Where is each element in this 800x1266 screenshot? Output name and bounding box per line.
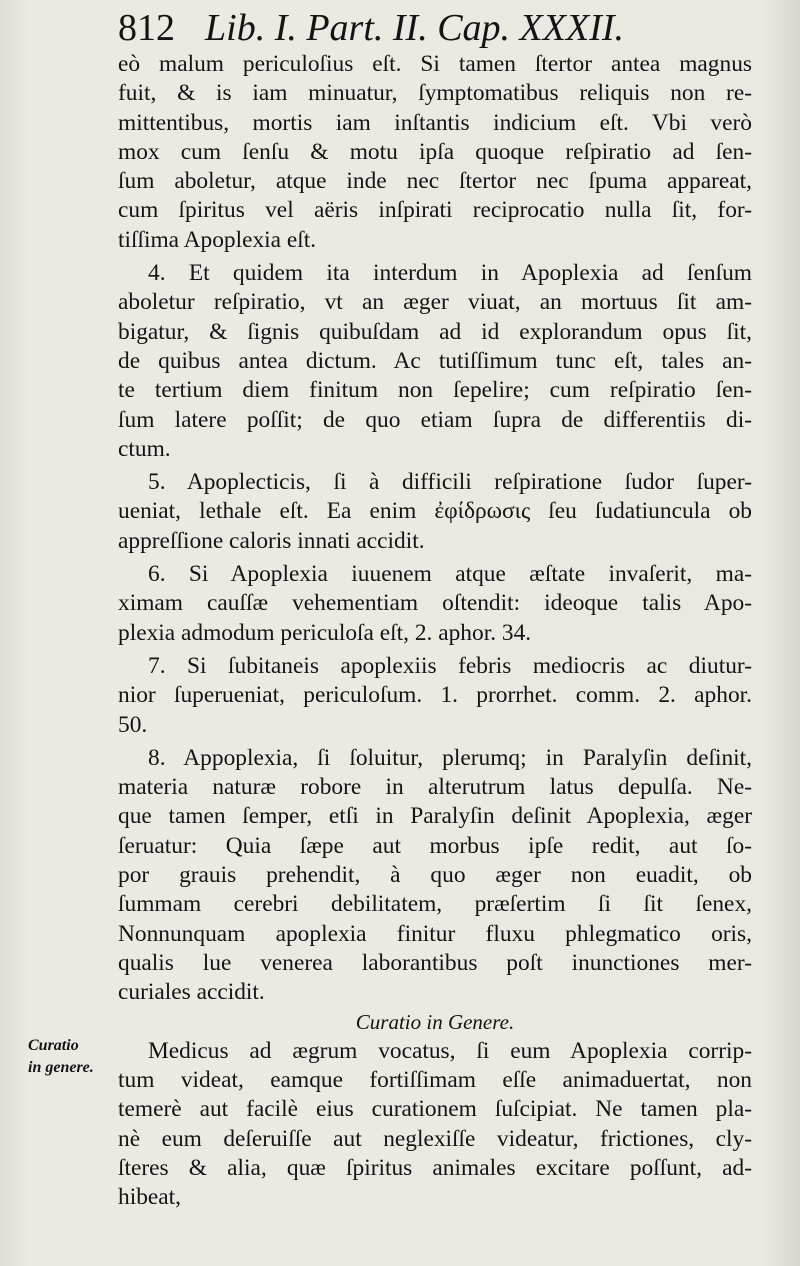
section-heading: Curatio in Genere. <box>355 1009 515 1034</box>
running-title: Lib. I. Part. II. Cap. XXXII. <box>205 7 625 49</box>
page-number: 812 <box>118 7 175 49</box>
text-line: ſum latere poſſit; de quo etiam ſupra de differentiis di- <box>118 406 752 433</box>
text-line: aboletur reſpiratio, vt an æger viuat, an mortuus ſit am- <box>118 289 752 316</box>
text-line: mittentibus, mortis iam inſtantis indicium eſt. Vbi verò <box>118 109 752 136</box>
text-line: por grauis prehendit, à quo æger non euadit, ob <box>118 862 752 889</box>
running-head <box>118 6 678 50</box>
text-line: appreſſione caloris innati accidit. <box>118 527 425 554</box>
text-line: hibeat, <box>118 1184 181 1211</box>
text-line: ſum aboletur, atque inde nec ſtertor nec ſpuma appareat, <box>118 168 752 195</box>
text-line: ueniat, lethale eſt. Ea enim ἐφίδρωσις ſeu ſudatiuncula ob <box>118 498 752 525</box>
text-line: 4. Et quidem ita interdum in Apoplexia ad ſenſum <box>148 260 752 287</box>
text-line: fuit, & is iam minuatur, ſymptomatibus reliquis non re- <box>118 80 752 107</box>
text-line: 50. <box>118 711 148 738</box>
text-line: te tertium diem finitum non ſepelire; cum reſpiratio ſen- <box>118 377 752 404</box>
text-line: 5. Apoplecticis, ſi à difficili reſpiratione ſudor ſuper- <box>148 469 752 496</box>
text-line: materia naturæ robore in alterutrum latus depulſa. Ne- <box>118 774 752 801</box>
margin-note-line: Curatio <box>28 1036 79 1054</box>
text-line: 6. Si Apoplexia iuuenem atque æſtate invaſerit, ma- <box>148 561 752 588</box>
text-line: curiales accidit. <box>118 979 265 1006</box>
text-line: ctum. <box>118 435 171 462</box>
text-line: Nonnunquam apoplexia finitur fluxu phlegmatico oris, <box>118 920 752 947</box>
text-line: bigatur, & ſignis quibuſdam ad id explorandum opus ſit, <box>118 318 752 345</box>
text-line: plexia admodum periculoſa eſt, 2. aphor. 34. <box>118 619 532 646</box>
text-line: ſummam cerebri debilitatem, præſertim ſi ſit ſenex, <box>118 891 752 918</box>
text-line: nior ſuperueniat, periculoſum. 1. prorrhet. comm. 2. aphor. <box>118 682 752 709</box>
text-line: tum videat, eamque fortiſſimam eſſe animaduertat, non <box>118 1067 752 1094</box>
text-line: qualis lue venerea laborantibus poſt inunctiones mer- <box>118 949 752 976</box>
text-line: de quibus antea dictum. Ac tutiſſimum tunc eſt, tales an- <box>118 347 752 374</box>
text-line: ſeruatur: Quia ſæpe aut morbus ipſe redit, aut ſo- <box>118 832 752 859</box>
text-line: ximam cauſſæ vehementiam oſtendit: ideoque talis Apo- <box>118 590 752 617</box>
text-line: cum ſpiritus vel aëris inſpirati reciprocatio nulla ſit, for- <box>118 197 752 224</box>
text-line: ſteres & alia, quæ ſpiritus animales excitare poſſunt, ad- <box>118 1154 752 1181</box>
text-line: nè eum deſeruiſſe aut neglexiſſe videatur, frictiones, cly- <box>118 1125 752 1152</box>
text-line: temerè aut facilè eius curationem ſuſcipiat. Ne tamen pla- <box>118 1096 752 1123</box>
margin-note-line: in genere. <box>28 1058 94 1076</box>
text-line: 8. Appoplexia, ſi ſoluitur, plerumq; in Paralyſin deſinit, <box>148 744 752 771</box>
text-line: tiſſima Apoplexia eſt. <box>118 226 317 253</box>
text-line: eò malum periculoſius eſt. Si tamen ſtertor antea magnus <box>118 51 752 77</box>
body-text <box>118 50 752 1213</box>
text-line: mox cum ſenſu & motu ipſa quoque reſpiratio ad ſen- <box>118 138 752 165</box>
text-line: Medicus ad ægrum vocatus, ſi eum Apoplexia corrip- <box>148 1037 752 1064</box>
text-line: que tamen ſemper, etſi in Paralyſin deſinit Apoplexia, æger <box>118 803 752 830</box>
text-line: 7. Si ſubitaneis apoplexiis febris mediocris ac diutur- <box>148 652 752 679</box>
margin-note <box>28 1035 94 1079</box>
